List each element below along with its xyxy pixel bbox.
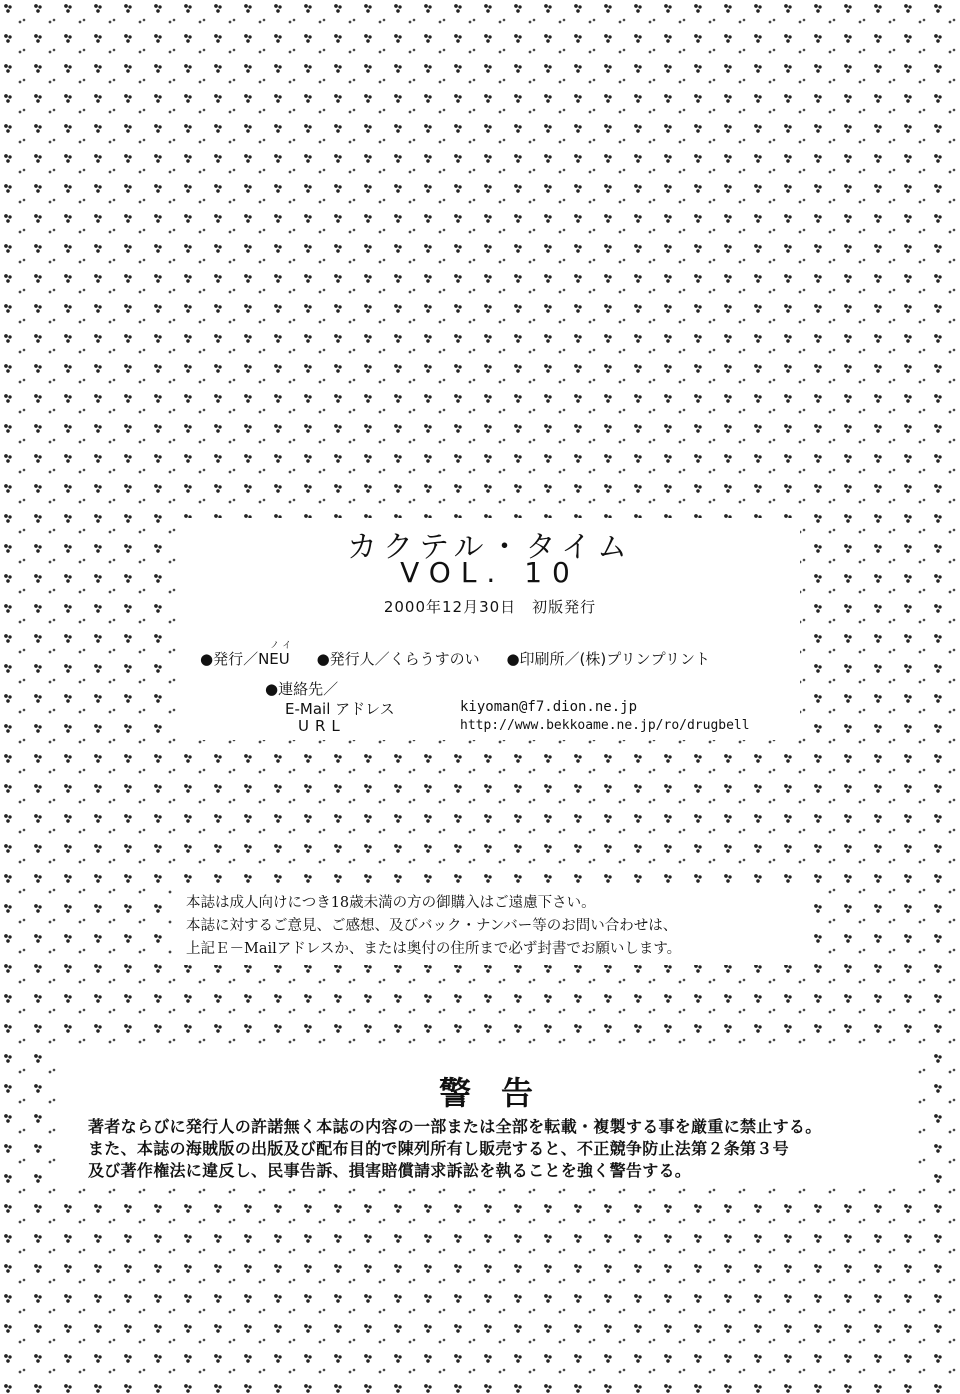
contact-label: ●連絡先／ — [265, 680, 339, 698]
warning-line: 著者ならびに発行人の許諾無く本誌の内容の一部または全部を転載・複製する事を厳重に禁止する。 — [88, 1117, 822, 1136]
url-label: URL — [298, 717, 346, 735]
warning-line: また、本誌の海賊版の出版及び配布目的で陳列所有し販売すると、不正競争防止法第２条第３号 — [88, 1139, 789, 1158]
warning-title: 警告 — [438, 1074, 563, 1112]
warning-panel — [60, 1054, 912, 1184]
printer: ●印刷所／(株)プリンプリント — [506, 650, 711, 668]
volume-number: VOL. 10 — [400, 556, 580, 589]
notice-panel — [172, 883, 812, 965]
book-title: カクテル・タイム — [347, 530, 633, 565]
publisher: ●発行／NEU — [200, 650, 290, 668]
publisher-ruby: ノイ — [270, 641, 296, 651]
warning-line: 及び著作権法に違反し、民事告訴、損害賠償請求訴訟を執ることを強く警告する。 — [88, 1161, 692, 1180]
notice-line: 本誌は成人向けにつき18歳未満の方の御購入はご遠慮下さい。 — [186, 895, 596, 911]
email-value: kiyoman@f7.dion.ne.jp — [460, 699, 638, 715]
notice-line: 上記Ｅ－Mailアドレスか、または奥付の住所まで必ず封書でお願いします。 — [186, 941, 682, 957]
url-value: http://www.bekkoame.ne.jp/ro/drugbell — [460, 718, 750, 733]
publisher-person: ●発行人／くらうすのい — [316, 650, 480, 668]
colophon-panel — [180, 518, 800, 740]
email-label: E-Mail アドレス — [285, 700, 395, 718]
notice-line: 本誌に対するご意見、ご感想、及びバック・ナンバー等のお問い合わせは、 — [186, 918, 678, 934]
publication-date: 2000年12月30日 初版発行 — [383, 598, 597, 616]
credits-line — [200, 648, 800, 669]
